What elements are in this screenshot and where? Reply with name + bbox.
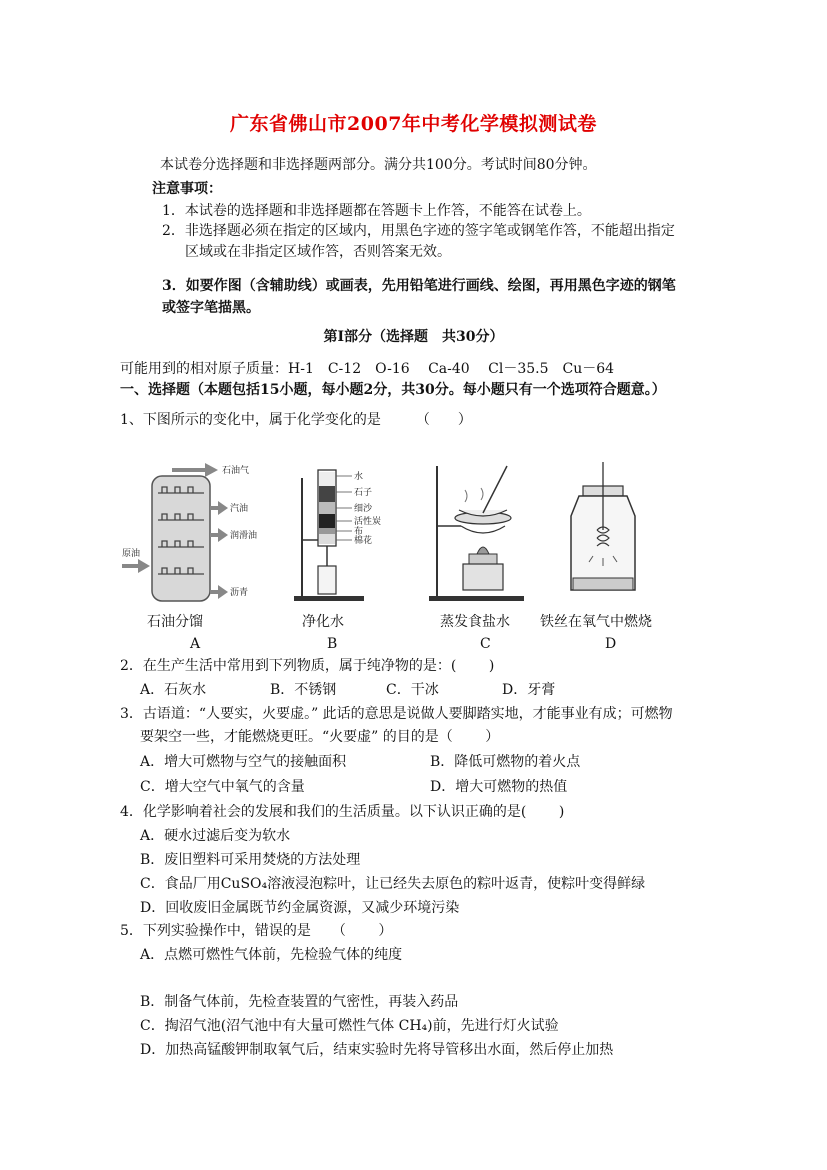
q1-stem: 1、下图所示的变化中，属于化学变化的是 （ ）	[120, 412, 472, 428]
q2-option-c: C．干冰	[386, 682, 439, 698]
label-cloth: 布	[354, 527, 364, 537]
q4-option-c: C．食品厂用CuSO₄溶液浸泡粽叶，让已经失去原色的粽叶返青，使粽叶变得鲜绿	[140, 876, 646, 892]
q3-option-a: A．增大可燃物与空气的接触面积	[140, 754, 347, 770]
q5-stem: 5．下列实验操作中，错误的是 （ ）	[120, 923, 393, 939]
label-cotton: 棉花	[354, 536, 373, 546]
label-petroleum-gas: 石油气	[222, 466, 250, 476]
label-fine-sand: 细沙	[354, 504, 373, 514]
q5-option-c: C．掏沼气池(沼气池中有大量可燃性气体 CH₄)前，先进行灯火试验	[140, 1018, 559, 1034]
figure-iron-burning	[555, 458, 655, 603]
letter-b: B	[327, 636, 338, 652]
q2-option-b: B．不锈钢	[270, 682, 337, 698]
section1-heading: 一、选择题（本题包括15小题，每小题2分，共30分。每小题只有一个选项符合题意。）	[120, 382, 666, 398]
q3-option-d: D．增大可燃物的热值	[430, 779, 568, 795]
q2-option-d: D．牙膏	[502, 682, 556, 698]
figure-evaporation	[425, 458, 535, 603]
q4-option-a: A．硬水过滤后变为软水	[140, 828, 291, 844]
label-activated-carbon: 活性炭	[354, 517, 382, 527]
q3-option-b: B．降低可燃物的着火点	[430, 754, 581, 770]
caption-d: 铁丝在氧气中燃烧	[540, 614, 652, 630]
figure-petroleum-distillation	[120, 458, 270, 603]
q5-option-a: A．点燃可燃性气体前，先检验气体的纯度	[140, 947, 403, 963]
label-crude-oil: 原油	[122, 549, 141, 559]
q2-stem: 2．在生产生活中常用到下列物质，属于纯净物的是：( )	[120, 658, 495, 674]
part1-heading: 第Ⅰ部分（选择题 共30分）	[323, 329, 504, 345]
notice-item-3-line2: 或签字笔描黑。	[162, 300, 260, 316]
label-gasoline: 汽油	[230, 504, 249, 514]
notice-item-1: 1．本试卷的选择题和非选择题都在答题卡上作答，不能答在试卷上。	[162, 203, 591, 219]
page-title: 广东省佛山市2007年中考化学模拟测试卷	[230, 113, 597, 135]
q4-option-b: B．废旧塑料可采用焚烧的方法处理	[140, 852, 361, 868]
q4-stem: 4．化学影响着社会的发展和我们的生活质量。以下认识正确的是( )	[120, 804, 565, 820]
intro-text: 本试卷分选择题和非选择题两部分。满分共100分。考试时间80分钟。	[160, 157, 597, 173]
label-asphalt: 沥青	[230, 588, 249, 598]
letter-c: C	[480, 636, 491, 652]
q3-option-c: C．增大空气中氧气的含量	[140, 779, 305, 795]
q4-option-d: D．回收废旧金属既节约金属资源，又减少环境污染	[140, 900, 460, 916]
figure-water-purification	[290, 458, 400, 603]
q2-option-a: A．石灰水	[140, 682, 207, 698]
caption-b: 净化水	[302, 614, 344, 630]
notice-item-3-line1: 3．如要作图（含辅助线）或画表，先用铅笔进行画线、绘图，再用黑色字迹的钢笔	[162, 278, 676, 294]
q5-option-b: B．制备气体前，先检查装置的气密性，再装入药品	[140, 994, 459, 1010]
notice-item-2-line2: 区域或在非指定区域作答，否则答案无效。	[185, 244, 451, 260]
label-water: 水	[354, 472, 364, 482]
caption-a: 石油分馏	[147, 614, 203, 630]
label-pebbles: 石子	[354, 488, 373, 498]
q5-option-d: D．加热高锰酸钾制取氧气后，结束实验时先将导管移出水面，然后停止加热	[140, 1042, 614, 1058]
letter-d: D	[605, 636, 617, 652]
q3-stem-line1: 3．古语道：“人要实，火要虚。” 此话的意思是说做人要脚踏实地，才能事业有成；可燃物	[120, 706, 673, 722]
notice-item-2-line1: 2．非选择题必须在指定的区域内，用黑色字迹的签字笔或钢笔作答，不能超出指定	[162, 223, 675, 239]
q1-figures	[120, 458, 680, 658]
letter-a: A	[190, 636, 201, 652]
caption-c: 蒸发食盐水	[440, 614, 510, 630]
atomic-masses: 可能用到的相对原子质量：H-1 C-12 O-16 Ca-40 Cl－35.5 Cu－64	[120, 361, 615, 377]
notice-heading: 注意事项：	[152, 181, 222, 197]
q3-stem-line2: 要架空一些，才能燃烧更旺。“火要虚” 的目的是（ ）	[140, 729, 500, 745]
label-lubricant: 润滑油	[230, 531, 258, 541]
